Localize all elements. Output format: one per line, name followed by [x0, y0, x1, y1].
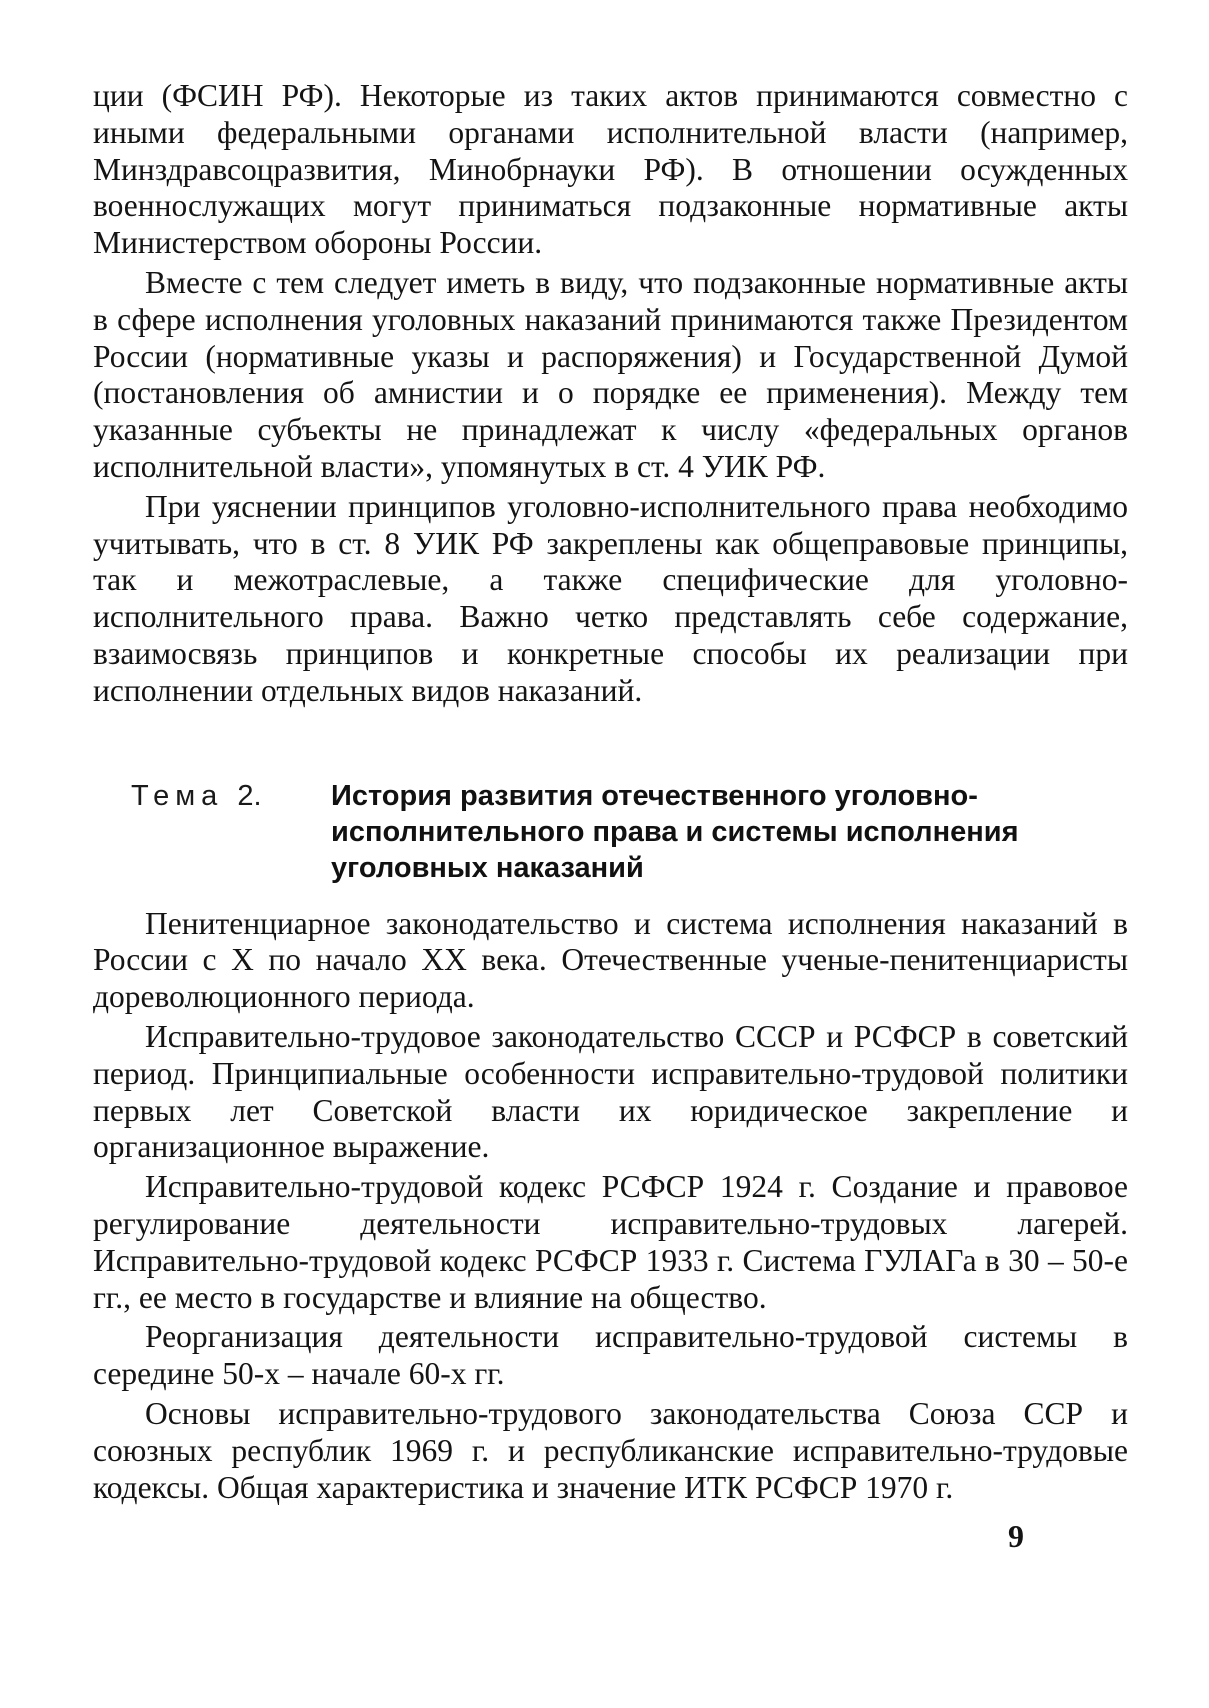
topic-title: История развития отечественного уголовно-исполнительного права и системы исполнения уголовных наказаний	[331, 779, 1019, 884]
paragraph-soviet-period: Исправительно-трудовое законодательство СССР и РСФСР в советский период. Принципиальные особенности исправительно-трудовой политики первых лет Советской власти их юридическое закрепление и организационное выражение.	[93, 1018, 1128, 1165]
topic-number: 2.	[237, 779, 262, 812]
paragraph-reorganization: Реорганизация деятельности исправительно-трудовой системы в середине 50-х – начале 60-х гг.	[93, 1319, 1128, 1392]
page-content	[93, 78, 1128, 1506]
paragraph-itk-1924: Исправительно-трудовой кодекс РСФСР 1924 г. Создание и правовое регулирование деятельности исправительно-трудовых лагерей. Исправительно-трудовой кодекс РСФСР 1933 г. Система ГУЛАГа в 30 – 50-е гг., ее место в государстве и влияние на общество.	[93, 1169, 1128, 1315]
topic-word: Тема	[131, 779, 224, 812]
paragraph-president-duma: Вместе с тем следует иметь в виду, что подзаконные нормативные акты в сфере исполнения уголовных наказаний принимаются также Президентом России (нормативные указы и распоряжения) и Государственной Думой (постановления об амнистии и о порядке ее применения). Между тем указанные субъекты не принадлежат к числу «федеральных органов исполнительной власти», упомянутых в ст. 4 УИК РФ.	[93, 264, 1128, 484]
paragraph-penitentiary-legislation: Пенитенциарное законодательство и система исполнения наказаний в России с X по начало XX века. Отечественные ученые-пенитенциаристы дореволюционного периода.	[93, 905, 1128, 1015]
paragraph-basics-1969: Основы исправительно-трудового законодательства Союза ССР и союзных республик 1969 г. и республиканские исправительно-трудовые кодексы. Общая характеристика и значение ИТК РСФСР 1970 г.	[93, 1395, 1128, 1505]
topic-label	[93, 778, 331, 814]
topic-heading	[93, 778, 1128, 886]
paragraph-fsin: ции (ФСИН РФ). Некоторые из таких актов принимаются совместно с иными федеральными органами исполнительной власти (например, Минздравсоцразвития, Минобрнауки РФ). В отношении осужденных военнослужащих могут приниматься подзаконные нормативные акты Министерством обороны России.	[93, 78, 1128, 261]
paragraph-principles: При уяснении принципов уголовно-исполнительного права необходимо учитывать, что в ст. 8 УИК РФ закреплены как общеправовые принципы, так и межотраслевые, а также специфические для уголовно-исполнительного права. Важно четко представлять себе содержание, взаимосвязь принципов и конкретные способы их реализации при исполнении отдельных видов наказаний.	[93, 488, 1128, 708]
page-number: 9	[1008, 1518, 1024, 1554]
